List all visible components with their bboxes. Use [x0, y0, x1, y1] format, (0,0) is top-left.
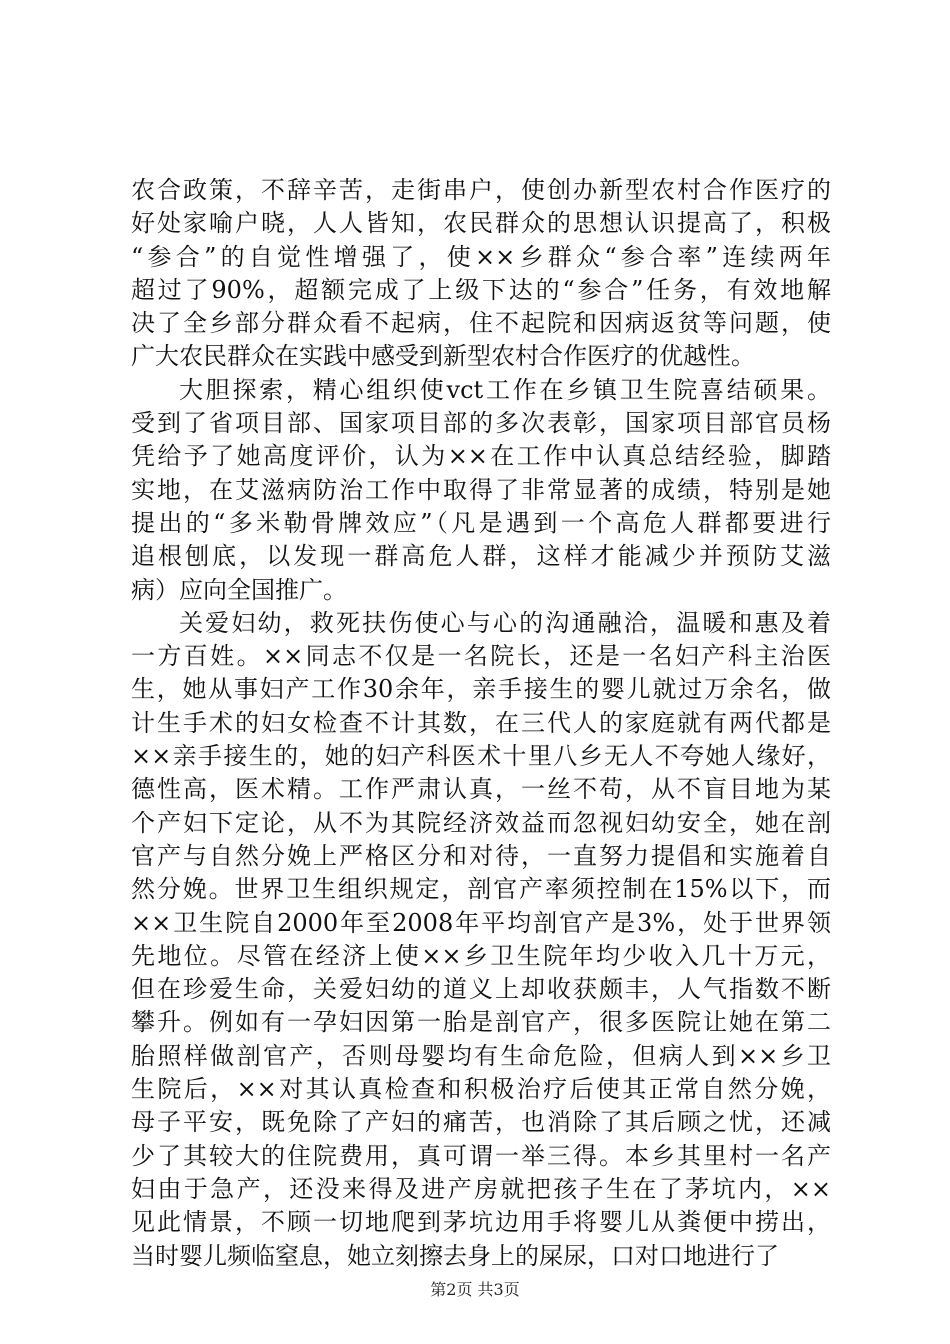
- text-line: 凭给予了她高度评价，认为××在工作中认真总结经验，脚踏: [131, 442, 831, 471]
- text-line: 官产与自然分娩上严格区分和对待，一直努力提倡和实施着自: [131, 841, 831, 870]
- text-line: ××卫生院自2000年至2008年平均剖官产是3%，处于世界领: [131, 908, 831, 937]
- body-text: [131, 174, 831, 1273]
- text-line: 提出的“多米勒骨牌效应”（凡是遇到一个高危人群都要进行: [131, 508, 831, 537]
- paragraph: [131, 607, 831, 1273]
- text-line: 关爱妇幼，救死扶伤使心与心的沟通融洽，温暖和惠及着: [179, 608, 831, 637]
- text-line: 胎照样做剖官产，否则母婴均有生命危险，但病人到××乡卫: [131, 1041, 831, 1070]
- text-line: 然分娩。世界卫生组织规定，剖官产率须控制在15%以下，而: [131, 875, 831, 904]
- text-line: 母子平安，既免除了产妇的痛苦，也消除了其后顾之忧，还减: [131, 1108, 831, 1137]
- text-line: 妇由于急产，还没来得及进产房就把孩子生在了茅坑内，××: [131, 1174, 831, 1203]
- text-line: 先地位。尽管在经济上使××乡卫生院年均少收入几十万元，: [131, 941, 831, 970]
- text-line: 个产妇下定论，从不为其院经济效益而忽视妇幼安全，她在剖: [131, 808, 831, 837]
- text-line: 农合政策，不辞辛苦，走街串户，使创办新型农村合作医疗的: [131, 176, 831, 204]
- text-line: 一方百姓。××同志不仅是一名院长，还是一名妇产科主治医: [131, 642, 831, 671]
- text-line: 受到了省项目部、国家项目部的多次表彰，国家项目部官员杨: [131, 409, 831, 438]
- text-line: ××亲手接生的，她的妇产科医术十里八乡无人不夸她人缘好，: [131, 742, 831, 771]
- text-line: 德性高，医术精。工作严肃认真，一丝不苟，从不盲目地为某: [131, 775, 831, 804]
- text-line: 但在珍爱生命，关爱妇幼的道义上却收获颇丰，人气指数不断: [131, 975, 831, 1004]
- text-line: 生院后，××对其认真检查和积极治疗后使其正常自然分娩，: [131, 1075, 831, 1104]
- text-line: 决了全乡部分群众看不起病，住不起院和因病返贫等问题，使: [131, 309, 831, 338]
- text-line: 大胆探索，精心组织使vct工作在乡镇卫生院喜结硕果。: [179, 375, 831, 404]
- text-line: 病）应向全国推广。: [131, 575, 347, 604]
- text-line: 好处家喻户晓，人人皆知，农民群众的思想认识提高了，积极: [131, 209, 831, 238]
- text-line: 追根刨底，以发现一群高危人群，这样才能减少并预防艾滋: [131, 542, 831, 571]
- text-line: 少了其较大的住院费用，真可谓一举三得。本乡其里村一名产: [131, 1141, 831, 1170]
- page-footer: 第2页 共3页: [430, 1280, 520, 1299]
- text-line: 超过了90%，超额完成了上级下达的“参合”任务，有效地解: [131, 275, 831, 304]
- text-line: “参合”的自觉性增强了，使××乡群众“参合率”连续两年: [131, 242, 831, 271]
- text-line: 实地，在艾滋病防治工作中取得了非常显著的成绩，特别是她: [131, 475, 831, 504]
- text-line: 广大农民群众在实践中感受到新型农村合作医疗的优越性。: [131, 342, 755, 371]
- text-line: 当时婴儿频临窒息，她立刻擦去身上的屎尿，口对口地进行了: [131, 1241, 779, 1270]
- text-line: 见此情景，不顾一切地爬到茅坑边用手将婴儿从粪便中捞出，: [131, 1208, 831, 1237]
- text-line: 计生手术的妇女检查不计其数，在三代人的家庭就有两代都是: [131, 708, 831, 737]
- paragraph: [131, 174, 831, 374]
- paragraph: [131, 374, 831, 607]
- text-line: 生，她从事妇产工作30余年，亲手接生的婴儿就过万余名，做: [131, 675, 831, 704]
- text-line: 攀升。例如有一孕妇因第一胎是剖官产，很多医院让她在第二: [131, 1008, 831, 1037]
